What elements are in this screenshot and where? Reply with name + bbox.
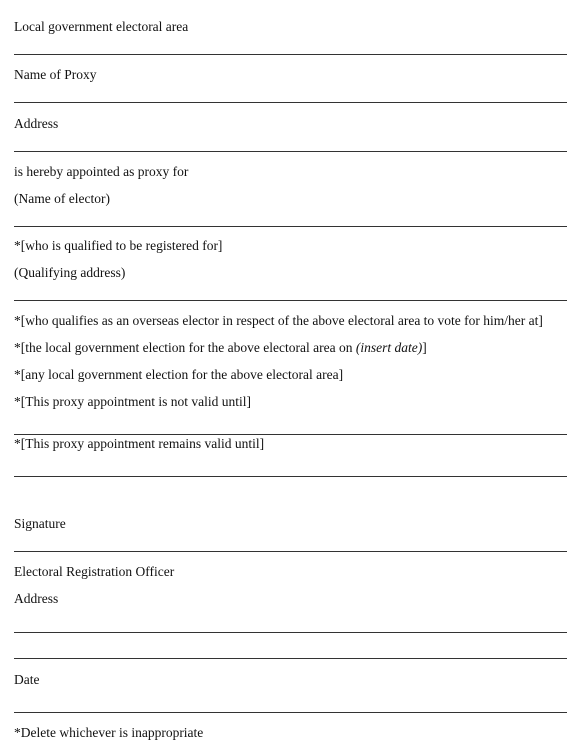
- election-option-prefix: *[the local government election for the above electoral area on: [14, 340, 356, 355]
- footnote: *Delete whichever is inappropriate: [14, 725, 204, 740]
- proxy-address-line: [14, 151, 567, 152]
- proxy-name-label: Name of Proxy: [14, 67, 97, 82]
- ero-address-label: Address: [14, 591, 59, 606]
- date-line: [14, 712, 567, 713]
- date-label: Date: [14, 672, 40, 687]
- electoral-area-label: Local government electoral area: [14, 19, 189, 34]
- signature-label: Signature: [14, 516, 66, 531]
- appointed-text: is hereby appointed as proxy for: [14, 164, 189, 179]
- ero-address-line-2: [14, 658, 567, 659]
- qualifying-address-label: (Qualifying address): [14, 265, 126, 280]
- election-date-option: [14, 340, 427, 356]
- ero-address-line-1: [14, 632, 567, 633]
- not-valid-until-option: *[This proxy appointment is not valid until]: [14, 394, 251, 409]
- valid-until-option: *[This proxy appointment remains valid until]: [14, 436, 265, 451]
- valid-until-line: [14, 476, 567, 477]
- electoral-area-line: [14, 54, 567, 55]
- insert-date-placeholder: (insert date): [355, 340, 423, 355]
- ero-label: Electoral Registration Officer: [14, 564, 175, 579]
- proxy-address-label: Address: [14, 116, 59, 131]
- overseas-option: *[who qualifies as an overseas elector in respect of the above electoral area to vote for him/her at]: [14, 313, 543, 328]
- election-option-suffix: ]: [422, 340, 427, 355]
- proxy-name-line: [14, 102, 567, 103]
- not-valid-until-line: [14, 434, 567, 435]
- signature-line: [14, 551, 567, 552]
- qualified-option: *[who is qualified to be registered for]: [14, 238, 223, 253]
- any-election-option: *[any local government election for the above electoral area]: [14, 367, 344, 382]
- qualifying-address-line: [14, 300, 567, 301]
- elector-name-label: (Name of elector): [14, 191, 110, 206]
- elector-name-line: [14, 226, 567, 227]
